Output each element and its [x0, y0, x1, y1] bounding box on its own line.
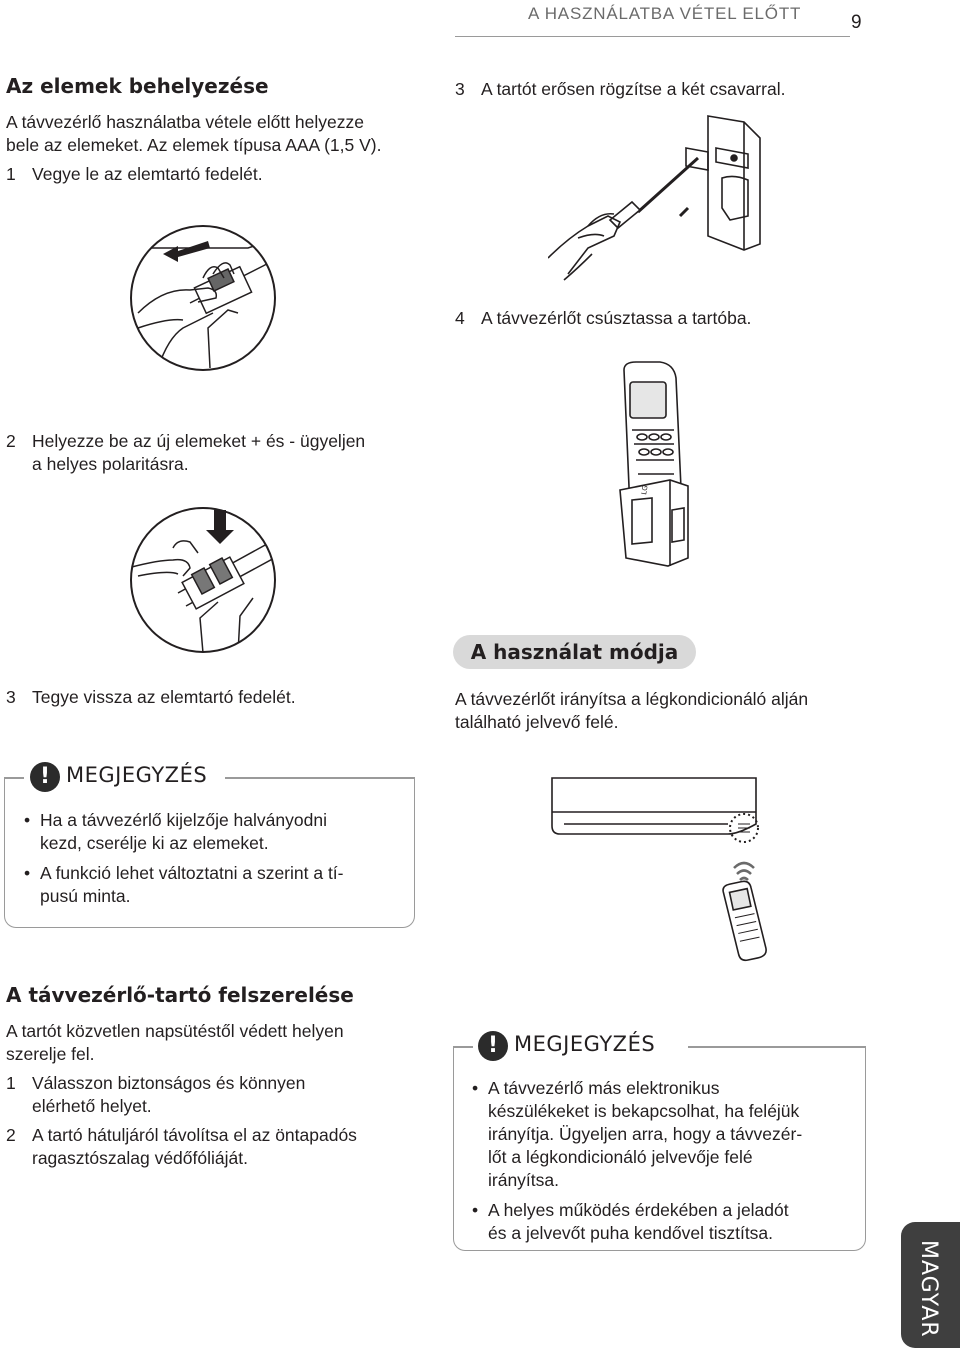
holder-step-4: 4 A távvezérlőt csúsztassa a tartóba.	[455, 308, 752, 328]
battery-step-3: 3 Tegye vissza az elemtartó fedelét.	[6, 687, 296, 707]
section-title-mount: A távvezérlő-tartó felszerelése	[6, 983, 354, 1007]
warning-icon: !	[478, 1031, 508, 1061]
section-title-battery: Az elemek behelyezése	[6, 74, 269, 98]
mount-step-2: 2 A tartó hátuljáról távolítsa el az öntapadós ragasztószalag védőfóliáját.	[6, 1125, 357, 1168]
note-2-list	[472, 1077, 856, 1245]
screw-holder-illustration	[548, 108, 772, 282]
language-side-tab: MAGYAR	[901, 1222, 960, 1348]
warning-icon: !	[30, 762, 60, 792]
page-number: 9	[851, 12, 862, 33]
holder-step-3: 3 A tartót erősen rögzítse a két csavarral.	[455, 79, 786, 99]
remote-in-holder-illustration	[612, 360, 702, 578]
note-1-list	[24, 809, 404, 908]
note-2-bullet: • A helyes működés érdekében a jeladót és a jelvevőt puha kendővel tisztítsa.	[472, 1199, 856, 1245]
note-1-bullet: • A funkció lehet változtatni a szerint a tí- pusú minta.	[24, 862, 404, 908]
note-2-bullet: • A távvezérlő más elektronikus készülékeket is bekapcsolhat, ha feléjük irányítja. Ügyeljen arra, hogy a távvezér- lőt a légkondicionáló jelvevője felé irányítsa.	[472, 1077, 856, 1192]
note-title-2: MEGJEGYZÉS	[514, 1032, 656, 1056]
mount-step-1: 1 Válasszon biztonságos és könnyen elérhető helyet.	[6, 1073, 306, 1116]
note-1-bullet: • Ha a távvezérlő kijelzője halványodni kezd, cserélje ki az elemeket.	[24, 809, 404, 855]
header-rule	[455, 36, 850, 37]
running-header: A HASZNÁLATBA VÉTEL ELŐTT	[528, 4, 802, 23]
battery-intro: A távvezérlő használatba vétele előtt helyezze bele az elemeket. Az elemek típusa AAA (1,5 V).	[6, 112, 382, 155]
battery-step-1: 1 Vegye le az elemtartó fedelét.	[6, 164, 263, 184]
usage-title-pill: A használat módja	[453, 635, 696, 669]
note-title-1: MEGJEGYZÉS	[66, 763, 208, 787]
open-battery-cover-illustration	[128, 218, 278, 374]
usage-text: A távvezérlőt irányítsa a légkondicionáló alján található jelvevő felé.	[455, 689, 809, 732]
battery-step-2: 2 Helyezze be az új elemeket + és - ügyeljen a helyes polaritásra.	[6, 431, 366, 474]
insert-batteries-illustration	[128, 498, 278, 656]
mount-intro: A tartót közvetlen napsütéstől védett helyen szerelje fel.	[6, 1021, 344, 1064]
ac-unit-remote-illustration	[548, 772, 770, 966]
remote-logo: LG	[640, 484, 650, 496]
